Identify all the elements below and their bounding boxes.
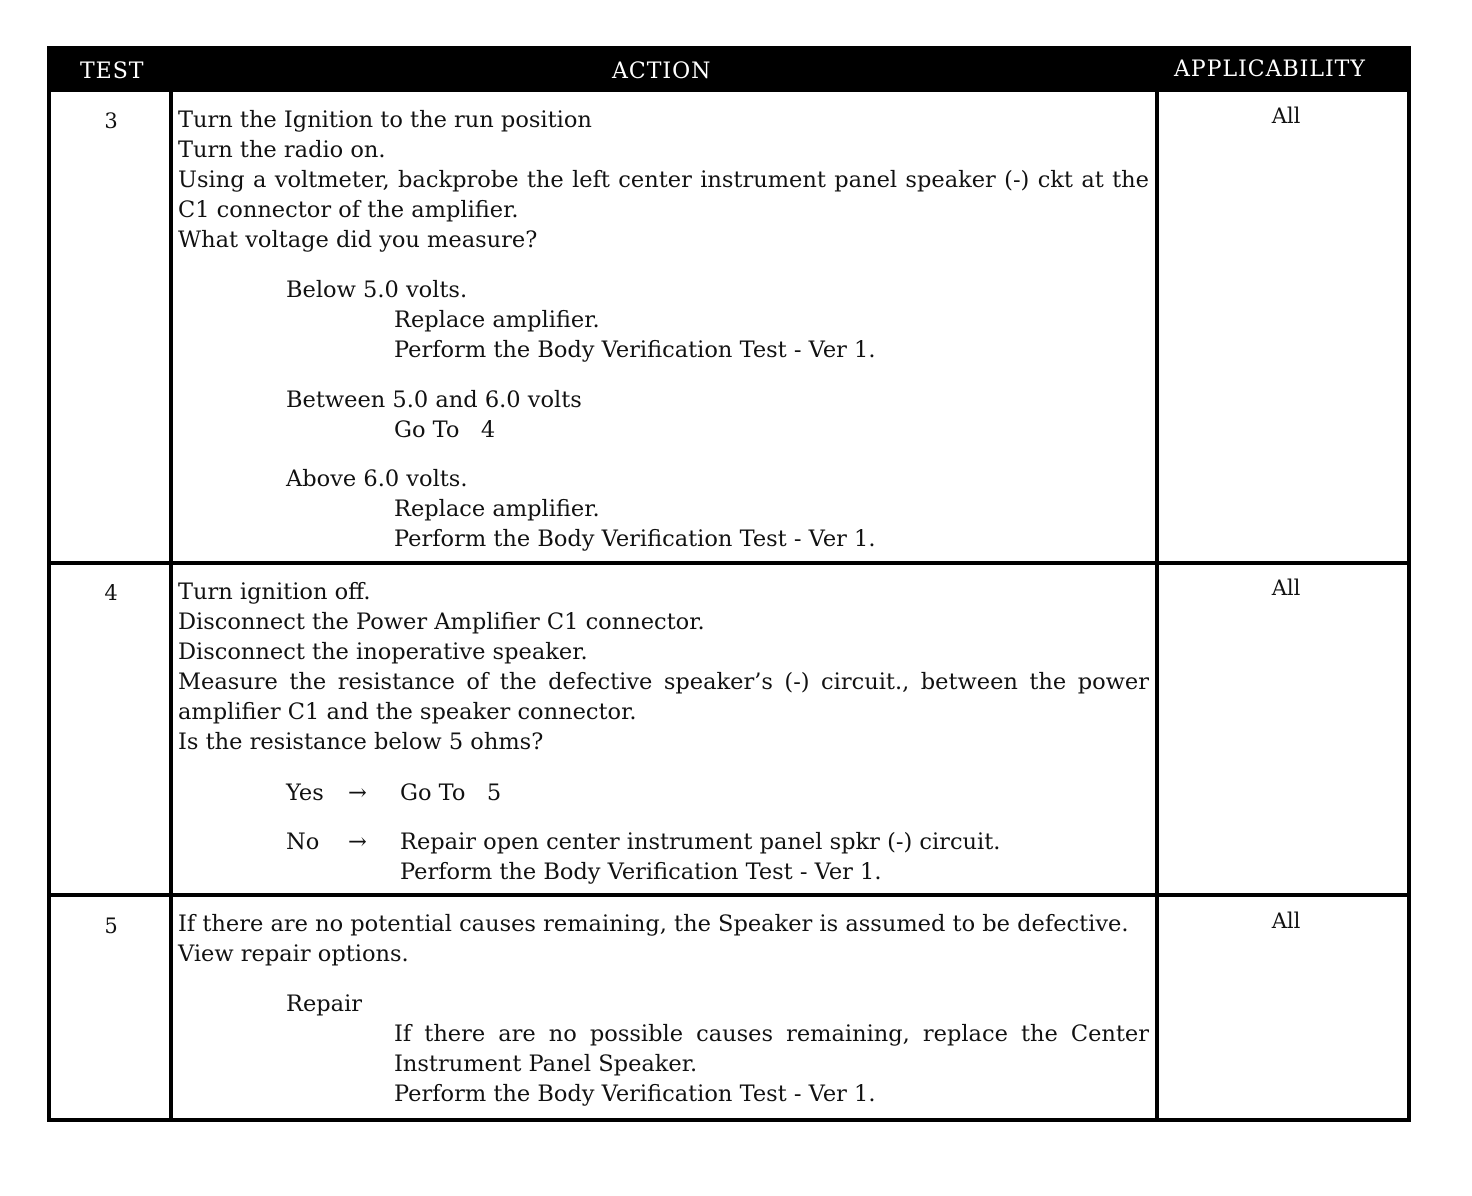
action-line: Disconnect the Power Amplifier C1 connector. bbox=[178, 609, 705, 635]
test-number: 5 bbox=[104, 914, 118, 938]
header-action: ACTION bbox=[612, 59, 712, 84]
applicability-value: All bbox=[1271, 909, 1301, 933]
outcome-step: Perform the Body Verification Test - Ver 1. bbox=[394, 337, 876, 363]
action-line: Turn the radio on. bbox=[178, 137, 386, 163]
goto-step: Go To 4 bbox=[394, 417, 496, 443]
diagnostic-test-table bbox=[47, 46, 1411, 1122]
answer-no: No bbox=[286, 829, 320, 855]
outcome-condition: Between 5.0 and 6.0 volts bbox=[286, 387, 582, 413]
outcome-step: Replace amplifier. bbox=[394, 307, 600, 333]
header-applicability: APPLICABILITY bbox=[1174, 57, 1366, 82]
applicability-value: All bbox=[1271, 104, 1301, 128]
arrow-icon: → bbox=[348, 829, 367, 855]
action-line: C1 connector of the amplifier. bbox=[178, 197, 519, 223]
outcome-step: Replace amplifier. bbox=[394, 496, 600, 522]
action-line: View repair options. bbox=[178, 941, 409, 967]
action-line: amplifier C1 and the speaker connector. bbox=[178, 699, 637, 725]
action-line: If there are no potential causes remaining, the Speaker is assumed to be defective. bbox=[178, 911, 1129, 937]
outcome-step: Perform the Body Verification Test - Ver 1. bbox=[394, 1081, 876, 1107]
header-test: TEST bbox=[80, 59, 145, 84]
test-number: 3 bbox=[104, 109, 118, 133]
table-header bbox=[51, 50, 1407, 92]
outcome-step: If there are no possible causes remaining, replace the Center bbox=[394, 1021, 1149, 1047]
outcome-step: Perform the Body Verification Test - Ver 1. bbox=[400, 859, 882, 885]
column-divider bbox=[169, 92, 173, 1118]
row-divider bbox=[51, 893, 1407, 897]
row-divider bbox=[51, 561, 1407, 565]
outcome-condition: Below 5.0 volts. bbox=[286, 277, 468, 303]
outcome-step: Perform the Body Verification Test - Ver 1. bbox=[394, 526, 876, 552]
goto-step: Go To 5 bbox=[400, 780, 502, 806]
action-line: Disconnect the inoperative speaker. bbox=[178, 639, 588, 665]
action-line: Is the resistance below 5 ohms? bbox=[178, 729, 544, 755]
action-line: Turn the Ignition to the run position bbox=[178, 107, 592, 133]
answer-yes: Yes bbox=[286, 780, 324, 806]
applicability-value: All bbox=[1271, 576, 1301, 600]
outcome-condition: Above 6.0 volts. bbox=[286, 466, 468, 492]
action-line: Using a voltmeter, backprobe the left center instrument panel speaker (-) ckt at the bbox=[178, 167, 1149, 193]
outcome-step: Instrument Panel Speaker. bbox=[394, 1051, 698, 1077]
outcome-step: Repair open center instrument panel spkr (-) circuit. bbox=[400, 829, 1001, 855]
arrow-icon: → bbox=[348, 780, 367, 806]
test-number: 4 bbox=[104, 581, 118, 605]
column-divider bbox=[1155, 92, 1159, 1118]
outcome-condition: Repair bbox=[286, 991, 363, 1017]
action-line: Measure the resistance of the defective speaker’s (-) circuit., between the power bbox=[178, 669, 1149, 695]
action-line: What voltage did you measure? bbox=[178, 227, 538, 253]
action-line: Turn ignition off. bbox=[178, 579, 371, 605]
